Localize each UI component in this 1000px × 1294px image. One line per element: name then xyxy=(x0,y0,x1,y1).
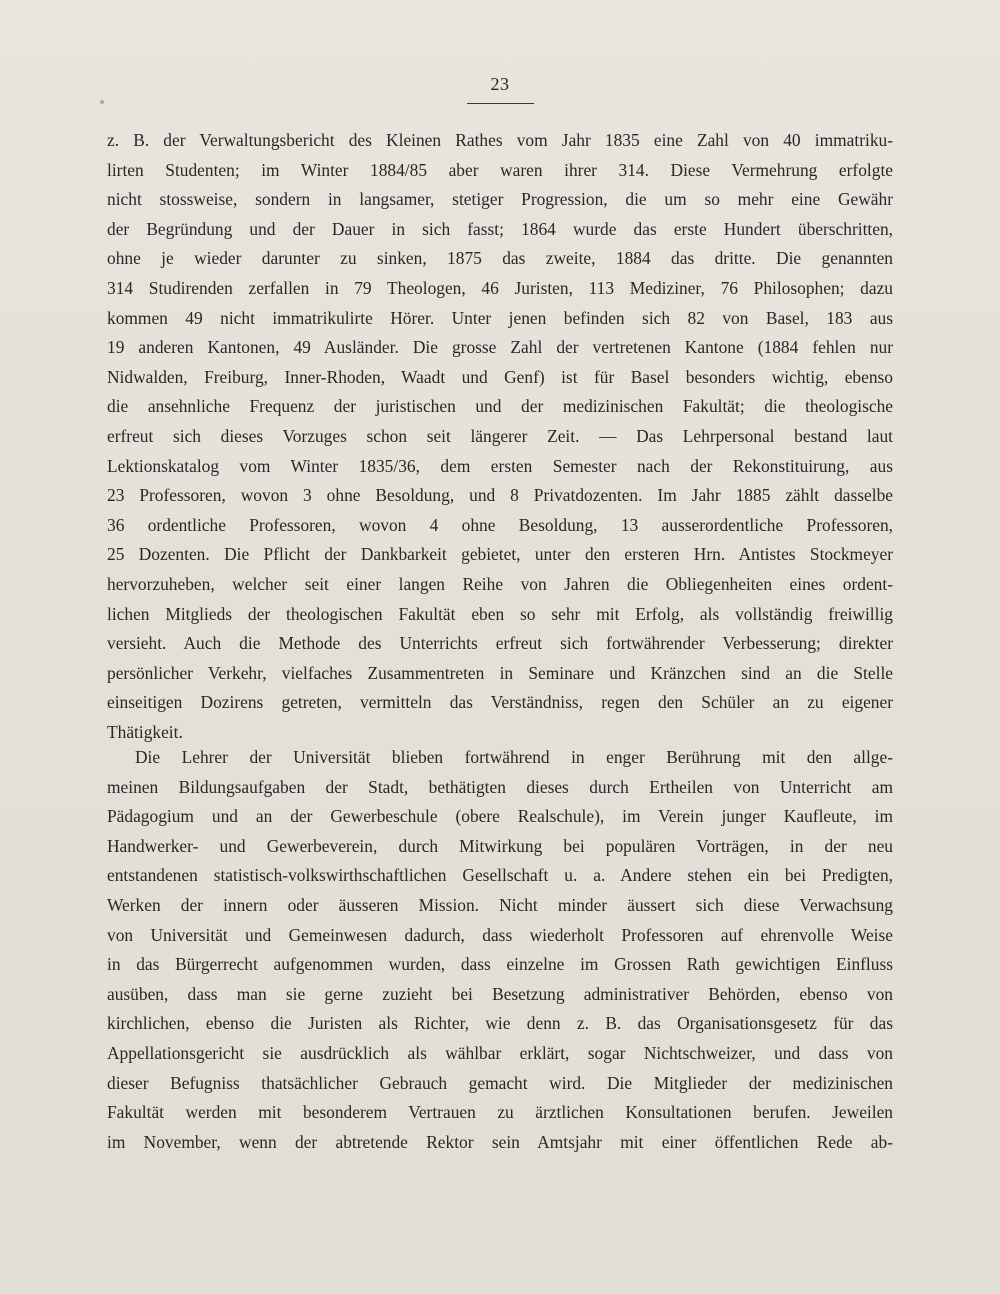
text-line: z. B. der Verwaltungsbericht des Kleinen Rathes vom Jahr 1835 eine Zahl von 40 immatriku- xyxy=(107,130,893,150)
paragraph-1 xyxy=(107,126,893,747)
text-line: Die Lehrer der Universität blieben fortwährend in enger Berührung mit den allge- xyxy=(135,747,893,767)
text-line: einseitigen Dozirens getreten, vermitteln das Verständniss, regen den Schüler an zu eigener xyxy=(107,692,893,713)
text-line: 23 Professoren, wovon 3 ohne Besoldung, und 8 Privatdozenten. Im Jahr 1885 zählt dasselbe xyxy=(107,485,893,506)
text-line: Fakultät werden mit besonderem Vertrauen zu ärztlichen Konsultationen berufen. Jeweilen xyxy=(107,1102,893,1123)
text-line: von Universität und Gemeinwesen dadurch, dass wiederholt Professoren auf ehrenvolle Weise xyxy=(107,924,893,945)
text-line: in das Bürgerrecht aufgenommen wurden, dass einzelne im Grossen Rath gewichtigen Einfluss xyxy=(107,954,893,975)
text-line: nicht stossweise, sondern in langsamer, stetiger Progression, die um so mehr eine Gewähr xyxy=(107,189,893,210)
text-line: Pädagogium und an der Gewerbeschule (obere Realschule), im Verein junger Kaufleute, im xyxy=(107,806,893,827)
text-line: 19 anderen Kantonen, 49 Ausländer. Die grosse Zahl der vertretenen Kantone (1884 fehlen nur xyxy=(107,337,893,358)
page-number: 23 xyxy=(490,74,510,94)
text-line: entstandenen statistisch-volkswirthschaftlichen Gesellschaft u. a. Andere stehen ein bei Predigten, xyxy=(107,865,893,886)
text-line: kommen 49 nicht immatrikulirte Hörer. Unter jenen befinden sich 82 von Basel, 183 aus xyxy=(107,307,893,328)
text-line: Werken der innern oder äusseren Mission. Nicht minder äussert sich diese Verwachsung xyxy=(107,894,893,915)
text-line: die ansehnliche Frequenz der juristischen und der medizinischen Fakultät; die theologische xyxy=(107,396,893,417)
text-line: ausüben, dass man sie gerne zuzieht bei Besetzung administrativer Behörden, ebenso von xyxy=(107,983,893,1004)
text-line: Nidwalden, Freiburg, Inner-Rhoden, Waadt und Genf) ist für Basel besonders wichtig, ebenso xyxy=(107,366,893,387)
text-line: erfreut sich dieses Vorzuges schon seit längerer Zeit. — Das Lehrpersonal bestand laut xyxy=(107,425,893,446)
text-line: dieser Befugniss thatsächlicher Gebrauch gemacht wird. Die Mitglieder der medizinischen xyxy=(107,1072,893,1093)
text-line: ohne je wieder darunter zu sinken, 1875 das zweite, 1884 das dritte. Die genannten xyxy=(107,248,893,269)
text-line: 25 Dozenten. Die Pflicht der Dankbarkeit gebietet, unter den ersteren Hrn. Antistes Stockmeyer xyxy=(107,544,893,565)
text-line: lichen Mitglieds der theologischen Fakultät eben so sehr mit Erfolg, als vollständig freiwillig xyxy=(107,603,893,624)
text-line: Lektionskatalog vom Winter 1835/36, dem ersten Semester nach der Rekonstituirung, aus xyxy=(107,455,893,476)
text-line: meinen Bildungsaufgaben der Stadt, bethätigten dieses durch Ertheilen von Unterricht am xyxy=(107,776,893,797)
text-line: Appellationsgericht sie ausdrücklich als wählbar erklärt, sogar Nichtschweizer, und dass von xyxy=(107,1042,893,1063)
text-line: lirten Studenten; im Winter 1884/85 aber waren ihrer 314. Diese Vermehrung erfolgte xyxy=(107,159,893,180)
text-line: 36 ordentliche Professoren, wovon 4 ohne Besoldung, 13 ausserordentliche Professoren, xyxy=(107,514,893,535)
text-line: Handwerker- und Gewerbeverein, durch Mitwirkung bei populären Vorträgen, in der neu xyxy=(107,835,893,856)
text-line: kirchlichen, ebenso die Juristen als Richter, wie denn z. B. das Organisationsgesetz für das xyxy=(107,1013,893,1034)
text-line: persönlicher Verkehr, vielfaches Zusammentreten in Seminare und Kränzchen sind an die Stelle xyxy=(107,662,893,683)
text-line: 314 Studirenden zerfallen in 79 Theologen, 46 Juristen, 113 Mediziner, 76 Philosophen; dazu xyxy=(107,277,893,298)
print-speck xyxy=(100,100,104,104)
text-line: hervorzuheben, welcher seit einer langen Reihe von Jahren die Obliegenheiten eines ordent- xyxy=(107,573,893,594)
page-number-rule xyxy=(467,103,534,104)
paragraph-2 xyxy=(107,743,893,1157)
text-line: Thätigkeit. xyxy=(107,721,183,742)
text-line: der Begründung und der Dauer in sich fasst; 1864 wurde das erste Hundert überschritten, xyxy=(107,218,893,239)
text-line: im November, wenn der abtretende Rektor sein Amtsjahr mit einer öffentlichen Rede ab- xyxy=(107,1131,893,1152)
text-line: versieht. Auch die Methode des Unterrichts erfreut sich fortwährender Verbesserung; direkter xyxy=(107,633,893,654)
